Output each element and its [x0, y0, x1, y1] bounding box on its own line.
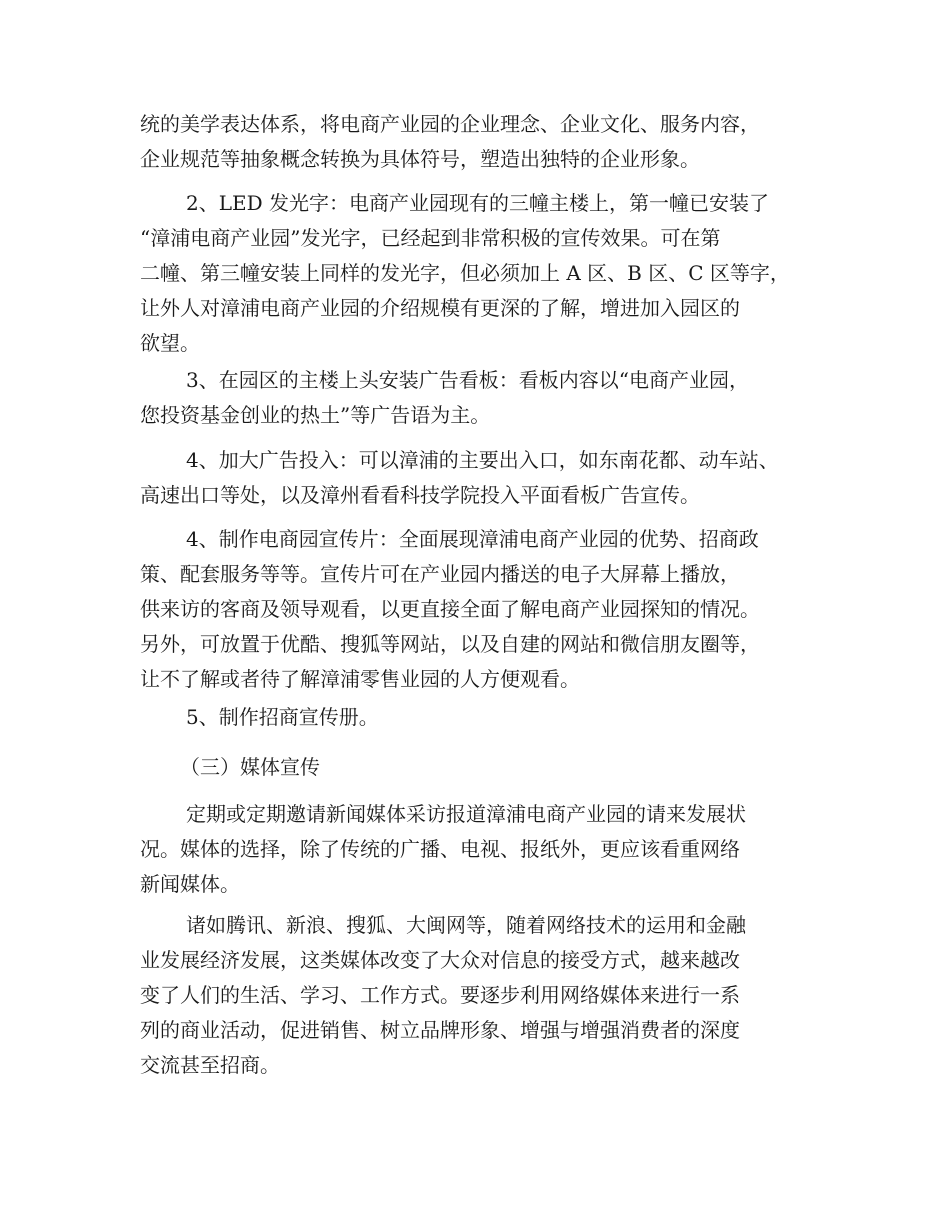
- paragraph-brochure: [140, 700, 840, 735]
- paragraph-led-signage: [140, 186, 840, 361]
- text-line: 4、加大广告投入：可以漳浦的主要出入口，如东南花都、动车站、: [186, 448, 779, 472]
- paragraph-online-media: [140, 908, 840, 1083]
- text-line: 变了人们的生活、学习、工作方式。要逐步利用网络媒体来进行一系: [140, 983, 740, 1007]
- text-line: 欲望。: [140, 331, 200, 355]
- text-line: 交流甚至招商。: [140, 1053, 280, 1077]
- text-line: 列的商业活动，促进销售、树立品牌形象、增强与增强消费者的深度: [140, 1018, 740, 1042]
- text-line: 新闻媒体。: [140, 872, 240, 896]
- text-line: 供来访的客商及领导观看，以更直接全面了解电商产业园探知的情况。: [140, 597, 760, 621]
- text-line: 另外，可放置于优酷、搜狐等网站，以及自建的网站和微信朋友圈等，: [140, 632, 760, 656]
- text-line: 2、LED 发光字：电商产业园现有的三幢主楼上，第一幢已安装了: [186, 191, 769, 215]
- text-line: 二幢、第三幢安装上同样的发光字，但必须加上 A 区、B 区、C 区等字，: [140, 261, 790, 285]
- section-heading-media: [140, 750, 840, 785]
- paragraph-advertising-investment: [140, 443, 840, 513]
- text-line: 让外人对漳浦电商产业园的介绍规模有更深的了解，增进加入园区的: [140, 296, 740, 320]
- paragraph-promo-video: [140, 522, 840, 697]
- text-line: 让不了解或者待了解漳浦零售业园的人方便观看。: [140, 667, 580, 691]
- text-line: 况。媒体的选择，除了传统的广播、电视、报纸外，更应该看重网络: [140, 837, 740, 861]
- paragraph-billboard: [140, 363, 840, 433]
- paragraph-brand-identity: [140, 107, 840, 177]
- text-line: 5、制作招商宣传册。: [186, 705, 379, 729]
- text-line: 统的美学表达体系，将电商产业园的企业理念、企业文化、服务内容，: [140, 112, 760, 136]
- text-line: 3、在园区的主楼上头安装广告看板：看板内容以“电商产业园，: [186, 368, 749, 392]
- text-line: 您投资基金创业的热土”等广告语为主。: [140, 403, 491, 427]
- text-line: 业发展经济发展，这类媒体改变了大众对信息的接受方式，越来越改: [140, 948, 740, 972]
- text-line: 定期或定期邀请新闻媒体采访报道漳浦电商产业园的请来发展状: [186, 802, 746, 826]
- text-line: 策、配套服务等等。宣传片可在产业园内播送的电子大屏幕上播放，: [140, 562, 740, 586]
- section-heading: （三）媒体宣传: [180, 755, 320, 779]
- text-line: 4、制作电商园宣传片：全面展现漳浦电商产业园的优势、招商政: [186, 527, 759, 551]
- text-line: “漳浦电商产业园”发光字，已经起到非常积极的宣传效果。可在第: [140, 226, 721, 250]
- text-line: 诸如腾讯、新浪、搜狐、大闽网等，随着网络技术的运用和金融: [186, 913, 746, 937]
- paragraph-news-media: [140, 797, 840, 902]
- text-line: 企业规范等抽象概念转换为具体符号，塑造出独特的企业形象。: [140, 147, 700, 171]
- text-line: 高速出口等处，以及漳州看看科技学院投入平面看板广告宣传。: [140, 483, 700, 507]
